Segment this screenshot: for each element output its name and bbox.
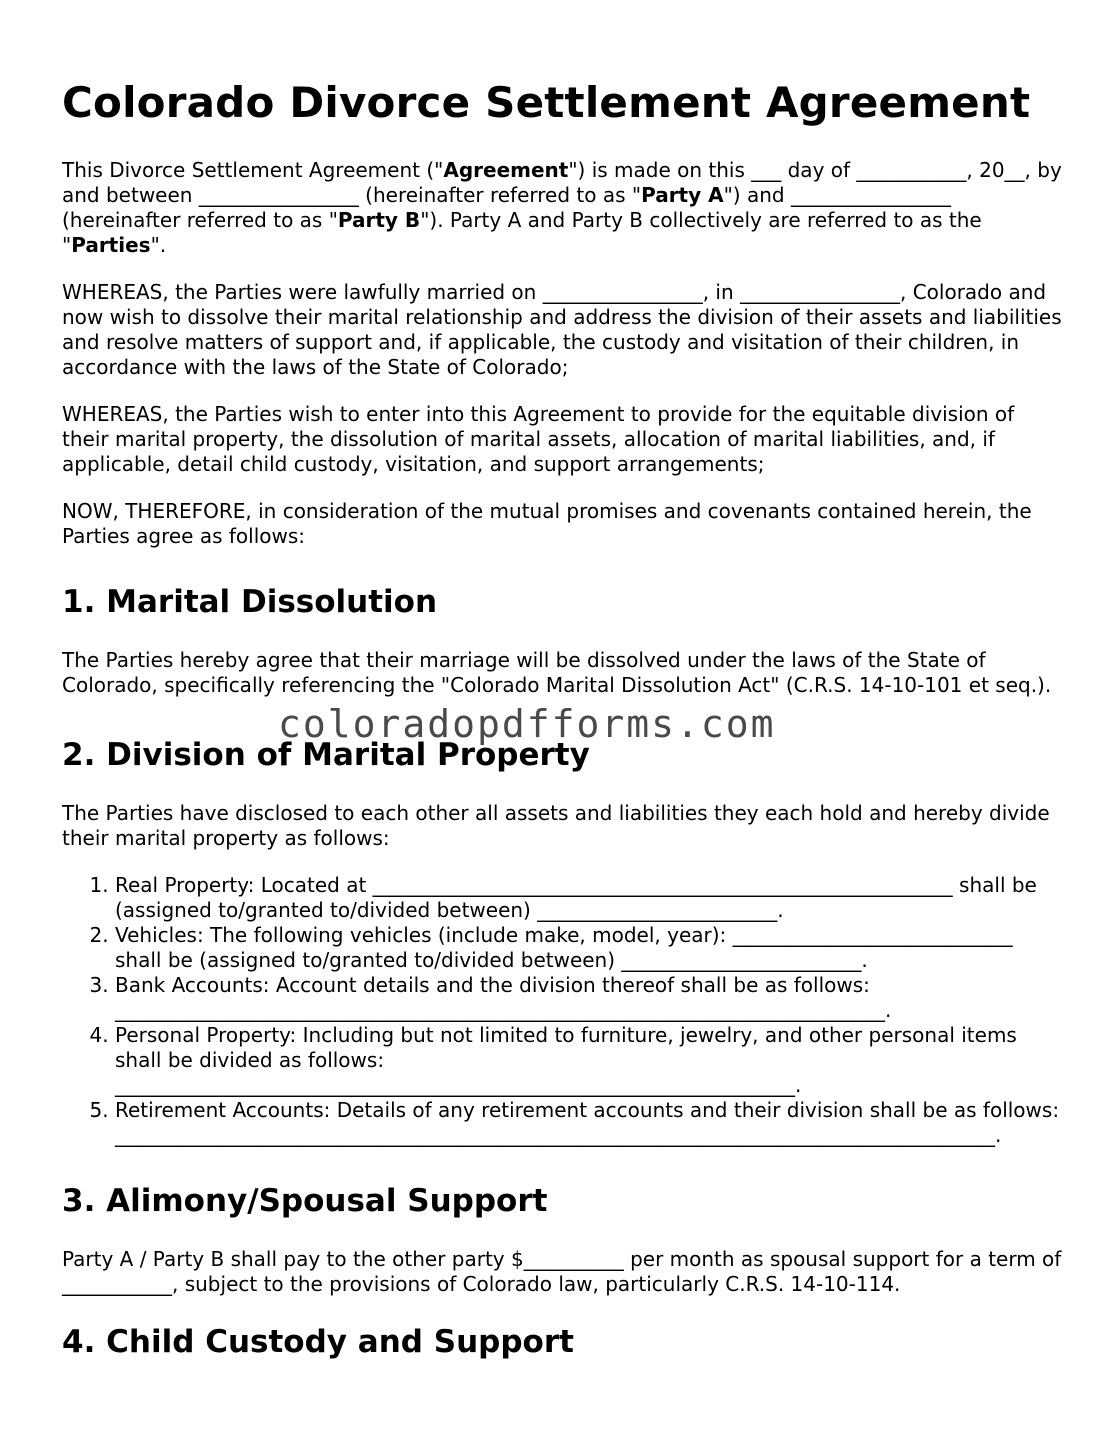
term-party-a: Party A bbox=[641, 183, 724, 207]
section-heading-marital-dissolution: 1. Marital Dissolution bbox=[62, 584, 438, 620]
intro-text-1: This Divorce Settlement Agreement (" bbox=[62, 158, 444, 182]
list-item-real-property: 1. Real Property: Located at __________________________________________________________ shall be (assigned to/granted to/divided between) ________________________. bbox=[115, 873, 1062, 923]
list-item-retirement-accounts: 5. Retirement Accounts: Details of any retirement accounts and their division shall be as follows: ________________________________________________________________________________________. bbox=[115, 1098, 1062, 1148]
intro-text-5: ". bbox=[150, 233, 167, 257]
section-heading-child-custody: 4. Child Custody and Support bbox=[62, 1324, 574, 1360]
list-item-bank-accounts: 3. Bank Accounts: Account details and the division thereof shall be as follows: _____________________________________________________________________________. bbox=[115, 973, 1062, 1023]
section-heading-division-of-property: 2. Division of Marital Property bbox=[62, 737, 590, 773]
whereas-agreement-paragraph: WHEREAS, the Parties wish to enter into this Agreement to provide for the equitable division of their marital property, the dissolution of marital assets, allocation of marital liabilities, and, if applicable, detail child custody, visitation, and support arrangements; bbox=[62, 402, 1015, 476]
section-text-division-of-property: The Parties have disclosed to each other all assets and liabilities they each hold and hereby divide their marital property as follows: bbox=[62, 801, 1050, 850]
watermark-text: coloradopdfforms.com bbox=[278, 702, 776, 746]
intro-paragraph bbox=[62, 158, 1062, 258]
list-item-vehicles: 2. Vehicles: The following vehicles (include make, model, year): ____________________________ shall be (assigned to/granted to/divided between) ________________________. bbox=[115, 923, 1062, 973]
intro-text-2: ") is made on this ___ day of ___________, 20__, by and between ________________ (hereinafter referred to as " bbox=[62, 158, 1062, 207]
section-heading-spousal-support: 3. Alimony/Spousal Support bbox=[62, 1183, 548, 1219]
list-item-personal-property: 4. Personal Property: Including but not limited to furniture, jewelry, and other personal items shall be divided as follows: ____________________________________________________________________. bbox=[115, 1023, 1062, 1098]
section-text-marital-dissolution: The Parties hereby agree that their marriage will be dissolved under the laws of the State of Colorado, specifically referencing the "Colorado Marital Dissolution Act" (C.R.S. 14-10-101 et seq.). bbox=[62, 648, 1052, 697]
intro-text-3: ") and ________________ (hereinafter referred to as " bbox=[62, 183, 951, 232]
property-division-list bbox=[62, 873, 1062, 1148]
term-party-b: Party B bbox=[337, 208, 421, 232]
term-parties: Parties bbox=[71, 233, 151, 257]
term-agreement: Agreement bbox=[443, 158, 569, 182]
document-title: Colorado Divorce Settlement Agreement bbox=[62, 78, 1031, 127]
whereas-marriage-paragraph: WHEREAS, the Parties were lawfully married on ________________, in ________________, Colorado and now wish to dissolve their marital relationship and address the division of their assets and liabilities and resolve matters of support and, if applicable, the custody and visitation of their children, in accordance with the laws of the State of Colorado; bbox=[62, 280, 1062, 379]
section-text-spousal-support: Party A / Party B shall pay to the other party $__________ per month as spousal support for a term of ___________, subject to the provisions of Colorado law, particularly C.R.S. 14-10-114. bbox=[62, 1247, 1062, 1296]
now-therefore-paragraph: NOW, THEREFORE, in consideration of the mutual promises and covenants contained herein, the Parties agree as follows: bbox=[62, 499, 1032, 548]
intro-text-4: "). Party A and Party B collectively are referred to as the " bbox=[62, 208, 982, 257]
